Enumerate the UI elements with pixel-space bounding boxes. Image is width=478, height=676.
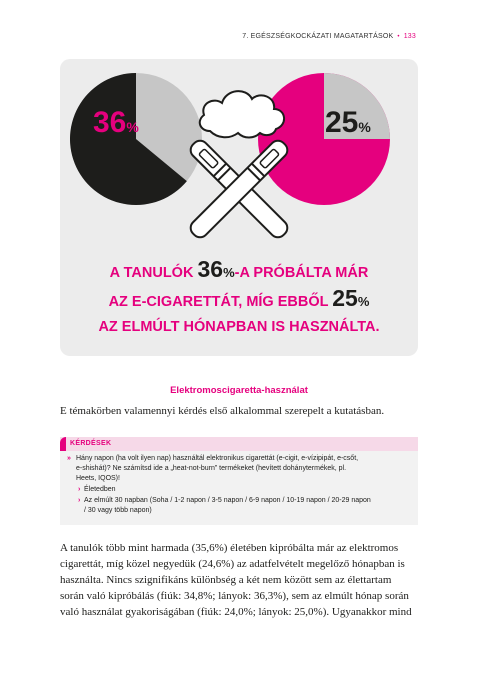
page-number: 133	[403, 33, 416, 40]
chapter-title: 7. EGÉSZSÉGKOCKÁZATI MAGATARTÁSOK	[242, 33, 394, 40]
right-pie-value: 25	[325, 106, 359, 139]
questions-header-label: KÉRDÉSEK	[70, 440, 112, 447]
left-pie-unit: %	[126, 119, 139, 135]
body-line: való használat gyakoriságában (fiúk: 24,0%; lányok: 25,0%). Ugyanakkor mind	[60, 606, 412, 618]
separator-dot: •	[397, 34, 400, 40]
left-pie-value: 36	[93, 106, 127, 139]
option-30-days-line-2: / 30 vagy több napon)	[84, 507, 152, 514]
infographic-panel	[60, 59, 418, 356]
sub-bullet-icon: ›	[78, 486, 81, 493]
body-paragraph	[60, 540, 418, 620]
running-head	[242, 33, 416, 40]
headline-line-1: A TANULÓK 36%-A PRÓBÁLTA MÁR	[109, 256, 369, 282]
main-bullet-icon: »	[67, 455, 71, 462]
questions-box	[60, 437, 418, 525]
question-line-3: Heets, IQOS)!	[76, 475, 120, 482]
body-line: során való kipróbálás (fiúk: 34,8%; lányok: 36,3%), sem az elmúlt hónap során	[60, 590, 409, 602]
question-line-2: e-shishát)? Ne számítsd ide a „heat-not-burn” termékeket (hevített dohánytermékek, pl.	[76, 465, 347, 472]
questions-header	[60, 437, 418, 451]
body-line: használta. Nincs szignifikáns különbség a két nem között sem az élettartam	[60, 574, 392, 586]
body-line: cigarettát, míg közel negyedük (24,6%) az adatfelvételt megelőző hónapban is	[60, 558, 405, 570]
right-pie-label	[325, 106, 371, 140]
header-accent-tab	[60, 437, 66, 451]
intro-paragraph: E témakörben valamennyi kérdés első alkalommal szerepelt a kutatásban.	[60, 405, 385, 417]
right-pie-unit: %	[358, 119, 371, 135]
option-30-days-line-1: Az elmúlt 30 napban (Soha / 1-2 napon / 3-5 napon / 6-9 napon / 10-19 napon / 20-29 napon	[84, 497, 371, 504]
headline-line-3: AZ ELMÚLT HÓNAPBAN IS HASZNÁLTA.	[98, 319, 380, 335]
left-pie-label	[93, 106, 139, 140]
questions-body	[60, 451, 418, 525]
option-lifetime: Életedben	[84, 486, 116, 493]
headline-line-2: AZ E-CIGARETTÁT, MÍG EBBŐL 25%	[108, 285, 370, 311]
vapor-cloud-icon	[200, 91, 284, 137]
section-title: Elektromoscigaretta-használat	[170, 385, 308, 396]
body-line: A tanulók több mint harmada (35,6%) életében kipróbálta már az elektromos	[60, 542, 399, 554]
question-line-1: Hány napon (ha volt ilyen nap) használtál elektronikus cigarettát (e-cigit, e-vízipipát, e-csőt,	[76, 455, 359, 462]
sub-bullet-icon: ›	[78, 497, 81, 504]
infographic-headline	[60, 257, 418, 340]
